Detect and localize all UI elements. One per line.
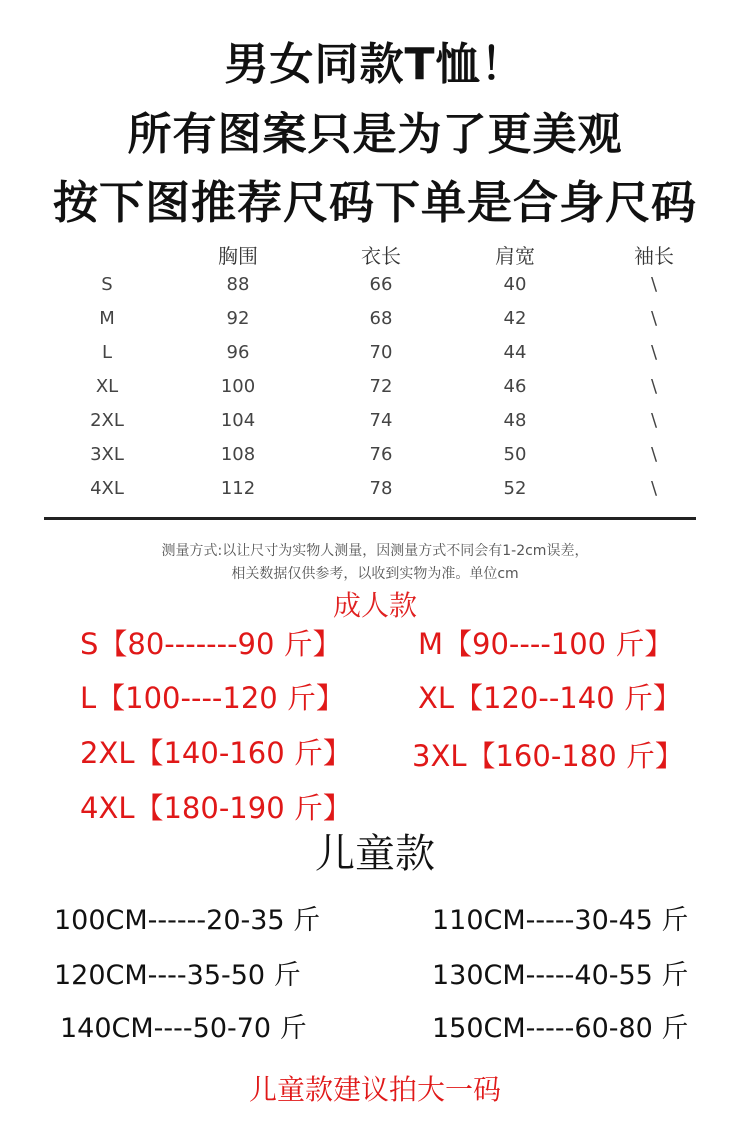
size-table: [0, 240, 750, 512]
table-cell: \: [650, 478, 658, 499]
table-cell: M: [99, 308, 115, 329]
table-cell: 78: [369, 478, 393, 499]
adult-size-4xl: 4XL【180-190 斤】: [80, 791, 352, 825]
table-row: [0, 444, 750, 478]
headline-line-3: 按下图推荐尺码下单是合身尺码: [52, 176, 697, 229]
table-cell: L: [101, 342, 113, 363]
adult-size-xl: XL【120--140 斤】: [418, 681, 682, 715]
table-cell: 52: [503, 478, 527, 499]
table-cell: XL: [95, 376, 119, 397]
table-cell: \: [650, 274, 658, 295]
kids-size-advice: 儿童款建议拍大一码: [248, 1073, 501, 1106]
table-cell: 92: [226, 308, 250, 329]
table-header-row: [0, 240, 750, 274]
kids-size-150: 150CM-----60-80 斤: [432, 1013, 689, 1044]
table-row: [0, 478, 750, 512]
adult-size-m: M【90----100 斤】: [418, 627, 674, 661]
table-cell: S: [101, 274, 113, 295]
table-cell: 72: [369, 376, 393, 397]
table-cell: 88: [226, 274, 250, 295]
table-cell: \: [650, 342, 658, 363]
table-cell: 70: [369, 342, 393, 363]
table-cell: \: [650, 444, 658, 465]
table-header: 袖长: [634, 244, 674, 268]
table-row: [0, 308, 750, 342]
headline-line-1: 男女同款T恤！: [224, 39, 526, 90]
table-cell: \: [650, 308, 658, 329]
table-divider: [44, 517, 696, 520]
table-cell: \: [650, 410, 658, 431]
adult-size-l: L【100----120 斤】: [80, 681, 345, 715]
table-row: [0, 342, 750, 376]
table-cell: 42: [503, 308, 527, 329]
table-row: [0, 376, 750, 410]
table-cell: 74: [369, 410, 393, 431]
table-cell: 68: [369, 308, 393, 329]
adult-size-3xl: 3XL【160-180 斤】: [412, 739, 684, 773]
table-cell: 76: [369, 444, 393, 465]
kids-size-120: 120CM----35-50 斤: [54, 960, 301, 991]
table-cell: 50: [503, 444, 527, 465]
measurement-note-line-2: 相关数据仅供参考，以收到实物为准。单位cm: [231, 566, 519, 582]
table-row: [0, 274, 750, 308]
table-cell: 3XL: [90, 444, 124, 465]
table-cell: 100: [220, 376, 256, 397]
table-cell: \: [650, 376, 658, 397]
table-cell: 108: [220, 444, 256, 465]
kids-size-130: 130CM-----40-55 斤: [432, 960, 689, 991]
table-cell: 4XL: [90, 478, 124, 499]
table-cell: 66: [369, 274, 393, 295]
adult-section-title: 成人款: [332, 589, 417, 622]
table-cell: 96: [226, 342, 250, 363]
table-cell: 40: [503, 274, 527, 295]
adult-size-2xl: 2XL【140-160 斤】: [80, 736, 352, 770]
table-header: 肩宽: [495, 244, 535, 268]
adult-size-s: S【80-------90 斤】: [80, 627, 342, 661]
kids-size-140: 140CM----50-70 斤: [60, 1013, 307, 1044]
table-cell: 44: [503, 342, 527, 363]
kids-section-title: 儿童款: [315, 831, 435, 877]
measurement-note-line-1: 测量方式:以让尺寸为实物人测量，因测量方式不同会有1-2cm误差，: [161, 543, 589, 559]
table-cell: 48: [503, 410, 527, 431]
table-cell: 46: [503, 376, 527, 397]
table-cell: 112: [220, 478, 256, 499]
headline-line-2: 所有图案只是为了更美观: [127, 109, 623, 160]
table-row: [0, 410, 750, 444]
table-cell: 2XL: [90, 410, 124, 431]
table-header: 衣长: [361, 244, 401, 268]
table-header: 胸围: [218, 244, 258, 268]
table-cell: 104: [220, 410, 256, 431]
kids-size-100: 100CM------20-35 斤: [54, 905, 321, 936]
kids-size-110: 110CM-----30-45 斤: [432, 905, 689, 936]
